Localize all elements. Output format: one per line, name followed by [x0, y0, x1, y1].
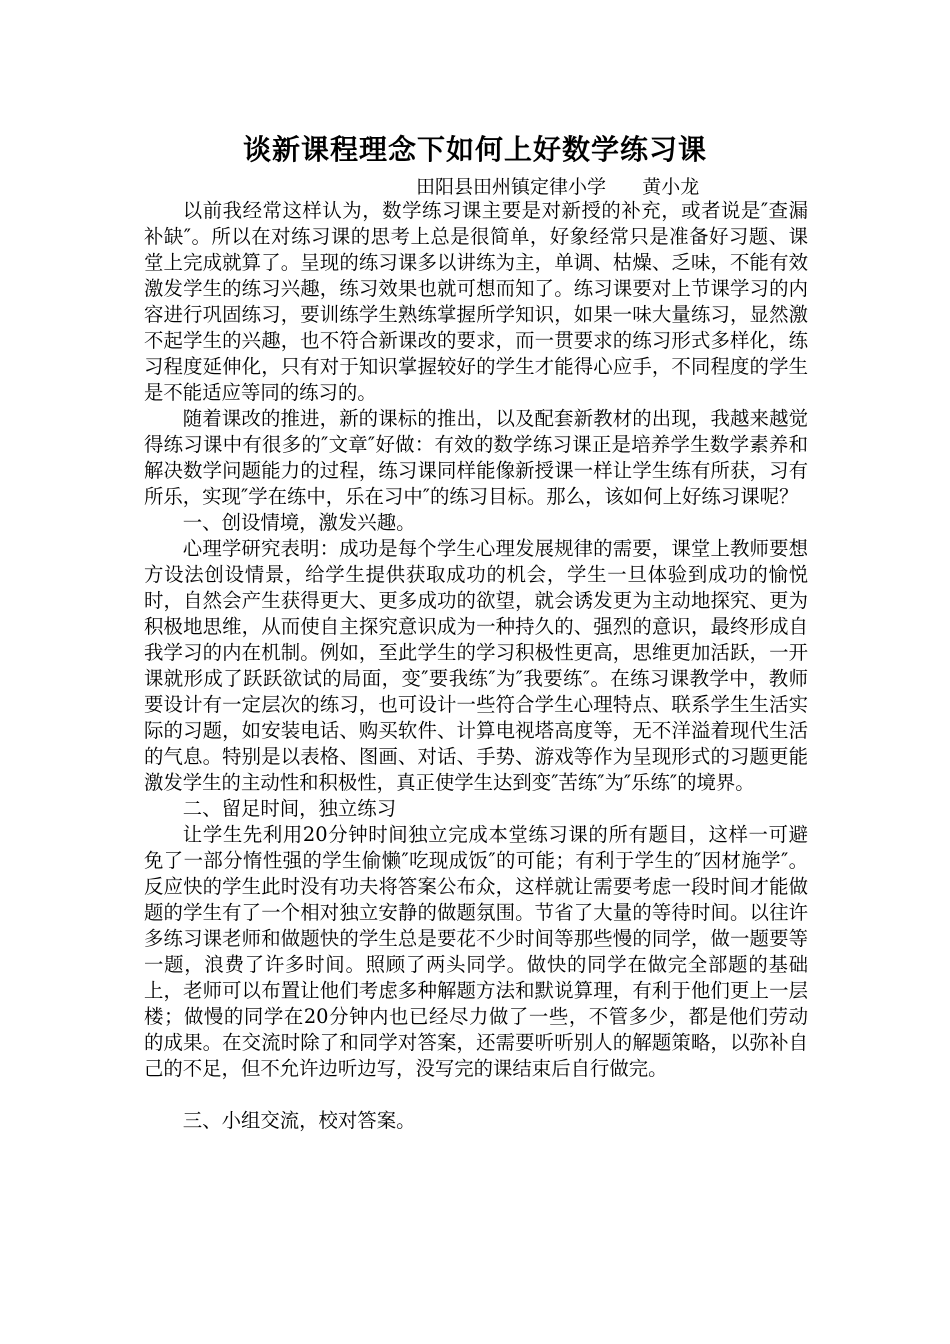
paragraph-reform: 随着课改的推进，新的课标的推出，以及配套新教材的出现，我越来越觉得练习课中有很多的″文章″好做：有效的数学练习课正是培养学生数学素养和解决数学问题能力的过程，练习课同样能像新授课一样让学生练有所获，习有所乐，实现″学在练中，乐在习中″的练习目标。那么，该如何上好练习课呢？ [144, 407, 808, 508]
paragraph-section-1: 心理学研究表明：成功是每个学生心理发展规律的需要，课堂上教师要想方设法创设情景，给学生提供获取成功的机会，学生一旦体验到成功的愉悦时，自然会产生获得更大、更多成功的欲望，就会诱发更为主动地探究、更为积极地思维，从而使自主探究意识成为一种持久的、强烈的意识，最终形成自我学习的内在机制。例如，至此学生的学习积极性更高，思维更加活跃，一开课就形成了跃跃欲试的局面，变″要我练″为″我要练″。在练习课教学中，教师要设计有一定层次的练习，也可设计一些符合学生心理特点、联系学生生活实际的习题，如安装电话、购买软件、计算电视塔高度等，无不洋溢着现代生活的气息。特别是以表格、图画、对话、手势、游戏等作为呈现形式的习题更能激发学生的主动性和积极性，真正使学生达到变″苦练″为″乐练″的境界。 [144, 537, 808, 794]
section-heading-2: 二、留足时间，独立练习 [182, 797, 397, 820]
paragraph-section-2: 让学生先利用20分钟时间独立完成本堂练习课的所有题目，这样一可避免了一部分惰性强的学生偷懒″吃现成饭″的可能；有利于学生的″因材施学″。反应快的学生此时没有功夫将答案公布众，这样就让需要考虑一段时间才能做题的学生有了一个相对独立安静的做题氛围。节省了大量的等待时间。以往许多练习课老师和做题快的学生总是要花不少时间等那些慢的同学，做一题要等一题，浪费了许多时间。照顾了两头同学。做快的同学在做完全部题的基础上，老师可以布置让他们考虑多种解题方法和默说算理，有利于他们更上一层楼；做慢的同学在20分钟内也已经尽力做了一些，不管多少，都是他们劳动的成果。在交流时除了和同学对答案，还需要听听别人的解题策略，以弥补自己的不足，但不允许边听边写，没写完的课结束后自行做完。 [144, 823, 808, 1080]
section-heading-3: 三、小组交流，校对答案。 [182, 1109, 416, 1132]
document-body [144, 198, 808, 1134]
author-line: 田阳县田州镇定律小学 黄小龙 [416, 176, 700, 198]
section-heading-1: 一、创设情境，激发兴趣。 [182, 511, 416, 534]
document-title: 谈新课程理念下如何上好数学练习课 [242, 133, 707, 166]
paragraph-intro: 以前我经常这样认为，数学练习课主要是对新授的补充，或者说是″查漏补缺″。所以在对练习课的思考上总是很简单，好象经常只是准备好习题、课堂上完成就算了。呈现的练习课多以讲练为主，单调、枯燥、乏味，不能有效激发学生的练习兴趣，练习效果也就可想而知了。练习课要对上节课学习的内容进行巩固练习，要训练学生熟练掌握所学知识，如果一味大量练习，显然激不起学生的兴趣，也不符合新课改的要求，而一贯要求的练习形式多样化，练习程度延伸化，只有对于知识掌握较好的学生才能得心应手，不同程度的学生是不能适应等同的练习的。 [144, 199, 808, 404]
